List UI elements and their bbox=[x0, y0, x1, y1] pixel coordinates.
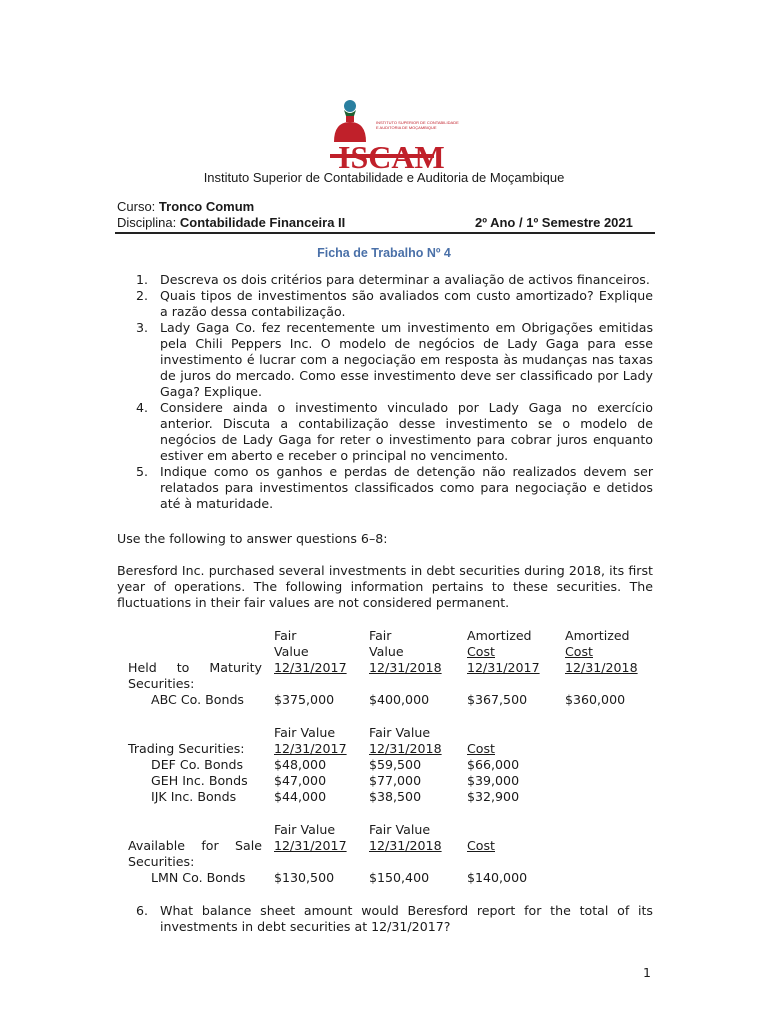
htm-label-line1: Held to Maturity bbox=[128, 660, 262, 675]
trading-row-v2: $59,500 bbox=[369, 757, 422, 772]
trading-row-v3: $39,000 bbox=[467, 773, 520, 788]
htm-col1-line2: Value bbox=[274, 644, 309, 659]
afs-row-v2: $150,400 bbox=[369, 870, 430, 885]
trading-row-v3: $66,000 bbox=[467, 757, 520, 772]
afs-row-v1: $130,500 bbox=[274, 870, 335, 885]
page-number: 1 bbox=[643, 965, 651, 980]
htm-row-v2: $400,000 bbox=[369, 692, 430, 707]
question-item bbox=[136, 288, 653, 320]
trading-col2-head: Fair Value bbox=[369, 725, 431, 740]
trading-label: Trading Securities: bbox=[128, 741, 245, 756]
htm-col2-line2: Value bbox=[369, 644, 404, 659]
question-item bbox=[136, 464, 653, 512]
question-item bbox=[136, 272, 653, 288]
htm-row-v3: $367,500 bbox=[467, 692, 528, 707]
question-number: 1. bbox=[136, 272, 149, 287]
htm-col4-line1: Amortized bbox=[565, 628, 630, 643]
htm-row-name: ABC Co. Bonds bbox=[151, 692, 244, 707]
trading-col3-head: Cost bbox=[467, 741, 495, 756]
htm-col4-date: 12/31/2018 bbox=[565, 660, 638, 675]
question-number: 5. bbox=[136, 464, 149, 479]
trading-row-v1: $47,000 bbox=[274, 773, 327, 788]
htm-col2-line1: Fair bbox=[369, 628, 392, 643]
question-item bbox=[136, 320, 653, 400]
afs-row-name: LMN Co. Bonds bbox=[151, 870, 246, 885]
question-text: What balance sheet amount would Beresford report for the total of its investments in debt securities at 12/31/2017? bbox=[160, 903, 653, 934]
htm-col2-date: 12/31/2018 bbox=[369, 660, 442, 675]
question-number: 4. bbox=[136, 400, 149, 415]
discipline-label: Disciplina: bbox=[117, 215, 180, 230]
question-number: 2. bbox=[136, 288, 149, 303]
institution-logo bbox=[328, 98, 459, 175]
trading-row-v2: $38,500 bbox=[369, 789, 422, 804]
htm-col1-line1: Fair bbox=[274, 628, 297, 643]
svg-text:INSTITUTO SUPERIOR DE CONTABIL: INSTITUTO SUPERIOR DE CONTABILIDADE bbox=[376, 120, 459, 125]
question-text: Considere ainda o investimento vinculado por Lady Gaga no exercício anterior. Discuta a contabilização desse investimento se o modelo de negócios de Lady Gaga for reter o investimento para cobrar juros enquanto estiver em aberto e receber o principal no vencimento. bbox=[160, 400, 653, 463]
question-number: 3. bbox=[136, 320, 149, 335]
discipline-value: Contabilidade Financeira II bbox=[179, 215, 346, 230]
intro-line: Use the following to answer questions 6–8: bbox=[117, 531, 388, 546]
afs-label-line2: Securities: bbox=[128, 854, 195, 869]
htm-row-v1: $375,000 bbox=[274, 692, 335, 707]
afs-col1-head: Fair Value bbox=[274, 822, 336, 837]
scenario-paragraph: Beresford Inc. purchased several investments in debt securities during 2018, its first year of operations. The following information pertains to these securities. The fluctuations in their fair values are not considered permanent. bbox=[117, 563, 653, 610]
header-divider bbox=[115, 232, 655, 234]
afs-row-v3: $140,000 bbox=[467, 870, 528, 885]
trading-row-name: IJK Inc. Bonds bbox=[151, 789, 237, 804]
question-list bbox=[136, 272, 653, 512]
htm-col3-date: 12/31/2017 bbox=[467, 660, 540, 675]
question-text: Descreva os dois critérios para determinar a avaliação de activos financeiros. bbox=[160, 272, 650, 287]
htm-col3-line1: Amortized bbox=[467, 628, 532, 643]
htm-col3-line2: Cost bbox=[467, 644, 495, 659]
trading-col1-head: Fair Value bbox=[274, 725, 336, 740]
trading-row-v2: $77,000 bbox=[369, 773, 422, 788]
question-6 bbox=[136, 903, 653, 935]
discipline-line bbox=[117, 215, 345, 230]
question-text: Lady Gaga Co. fez recentemente um investimento em Obrigações emitidas pela Chili Peppers Inc. O modelo de negócios de Lady Gaga para esse investimento é lucrar com a negociação em resposta às mudanças nas taxas de juros do mercado. Como esse investimento deve ser classificado por Lady Gaga? Explique. bbox=[160, 320, 653, 399]
year-semester: 2º Ano / 1º Semestre 2021 bbox=[475, 215, 633, 230]
trading-col2-date: 12/31/2018 bbox=[369, 741, 442, 756]
question-text: Quais tipos de investimentos são avaliados com custo amortizado? Explique a razão dessa contabilização. bbox=[160, 288, 653, 319]
trading-row-v1: $48,000 bbox=[274, 757, 327, 772]
afs-col1-date: 12/31/2017 bbox=[274, 838, 347, 853]
question-item bbox=[136, 400, 653, 464]
course-label: Curso: bbox=[117, 199, 159, 214]
course-line bbox=[117, 199, 254, 214]
svg-text:ISCAM: ISCAM bbox=[338, 139, 445, 175]
htm-col4-line2: Cost bbox=[565, 644, 593, 659]
htm-col1-date: 12/31/2017 bbox=[274, 660, 347, 675]
course-value: Tronco Comum bbox=[158, 199, 255, 214]
afs-col3-head: Cost bbox=[467, 838, 495, 853]
iscam-logo-icon bbox=[328, 98, 459, 175]
afs-col2-date: 12/31/2018 bbox=[369, 838, 442, 853]
svg-text:E AUDITORIA DE MOÇAMBIQUE: E AUDITORIA DE MOÇAMBIQUE bbox=[376, 125, 437, 130]
trading-row-name: GEH Inc. Bonds bbox=[151, 773, 248, 788]
trading-col1-date: 12/31/2017 bbox=[274, 741, 347, 756]
trading-row-v3: $32,900 bbox=[467, 789, 520, 804]
trading-row-v1: $44,000 bbox=[274, 789, 327, 804]
htm-label-line2: Securities: bbox=[128, 676, 195, 691]
afs-col2-head: Fair Value bbox=[369, 822, 431, 837]
trading-row-name: DEF Co. Bonds bbox=[151, 757, 244, 772]
question-text: Indique como os ganhos e perdas de detenção não realizados devem ser relatados para investimentos classificados como para negociação e detidos até à maturidade. bbox=[160, 464, 653, 511]
question-number: 6. bbox=[136, 903, 149, 918]
institution-name: Instituto Superior de Contabilidade e Auditoria de Moçambique bbox=[203, 170, 565, 185]
worksheet-title: Ficha de Trabalho Nº 4 bbox=[317, 246, 451, 260]
htm-row-v4: $360,000 bbox=[565, 692, 626, 707]
afs-label-line1: Available for Sale bbox=[128, 838, 262, 853]
